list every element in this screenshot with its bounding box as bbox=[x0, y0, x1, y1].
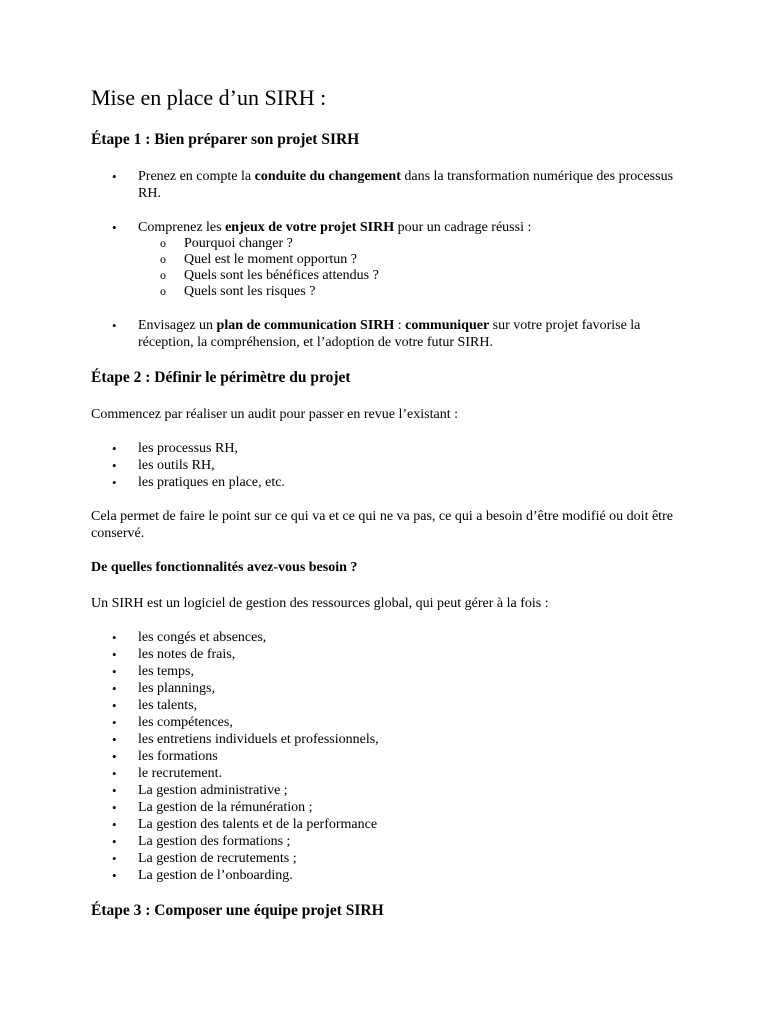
step2-heading: Étape 2 : Définir le périmètre du projet bbox=[91, 369, 351, 386]
list-item: • les entretiens individuels et professionnels, bbox=[91, 731, 678, 748]
features-subheading: De quelles fonctionnalités avez-vous besoin ? bbox=[91, 560, 358, 575]
list-item: • les talents, bbox=[91, 697, 678, 714]
features-list bbox=[91, 629, 678, 884]
list-item: • les notes de frais, bbox=[91, 646, 678, 663]
step2-conclusion: Cela permet de faire le point sur ce qui va et ce qui ne va pas, ce qui a besoin d’être modifié ou doit être conservé. bbox=[91, 509, 673, 541]
step2-intro: Commencez par réaliser un audit pour passer en revue l’existant : bbox=[91, 407, 458, 422]
step1-list bbox=[91, 168, 678, 351]
sub-list-item: o Quels sont les bénéfices attendus ? bbox=[138, 268, 678, 284]
list-item: • le recrutement. bbox=[91, 765, 678, 782]
list-item: • La gestion des talents et de la performance bbox=[91, 816, 678, 833]
sub-list bbox=[138, 236, 678, 300]
list-item: • La gestion administrative ; bbox=[91, 782, 678, 799]
list-item: • La gestion de recrutements ; bbox=[91, 850, 678, 867]
existing-list bbox=[91, 440, 678, 491]
list-item: • les outils RH, bbox=[91, 457, 678, 474]
list-item: • Envisagez un plan de communication SIRH : communiquer sur votre projet favorise la réception, la compréhension, et l’adoption de votre futur SIRH. bbox=[91, 317, 678, 351]
list-item: • La gestion des formations ; bbox=[91, 833, 678, 850]
list-item: • Comprenez les enjeux de votre projet SIRH pour un cadrage réussi : o Pourquoi changer ? o Quel est le moment opportun ? o Quels sont les bénéfices attendus ? o Quels sont les risques ? bbox=[91, 219, 678, 300]
list-item: • les pratiques en place, etc. bbox=[91, 474, 678, 491]
list-item: • les congés et absences, bbox=[91, 629, 678, 646]
list-item: • La gestion de la rémunération ; bbox=[91, 799, 678, 816]
sub-list-item: o Quel est le moment opportun ? bbox=[138, 252, 678, 268]
list-item: • les compétences, bbox=[91, 714, 678, 731]
list-item: • les processus RH, bbox=[91, 440, 678, 457]
list-item: • Prenez en compte la conduite du changement dans la transformation numérique des processus RH. bbox=[91, 168, 678, 202]
list-item: • La gestion de l’onboarding. bbox=[91, 867, 678, 884]
sub-list-item: o Quels sont les risques ? bbox=[138, 284, 678, 300]
document-title: Mise en place d’un SIRH : bbox=[91, 85, 327, 110]
features-intro: Un SIRH est un logiciel de gestion des ressources global, qui peut gérer à la fois : bbox=[91, 596, 549, 611]
sub-list-item: o Pourquoi changer ? bbox=[138, 236, 678, 252]
list-item: • les formations bbox=[91, 748, 678, 765]
list-item: • les temps, bbox=[91, 663, 678, 680]
list-item: • les plannings, bbox=[91, 680, 678, 697]
step3-heading: Étape 3 : Composer une équipe projet SIRH bbox=[91, 902, 384, 919]
step1-heading: Étape 1 : Bien préparer son projet SIRH bbox=[91, 131, 360, 148]
